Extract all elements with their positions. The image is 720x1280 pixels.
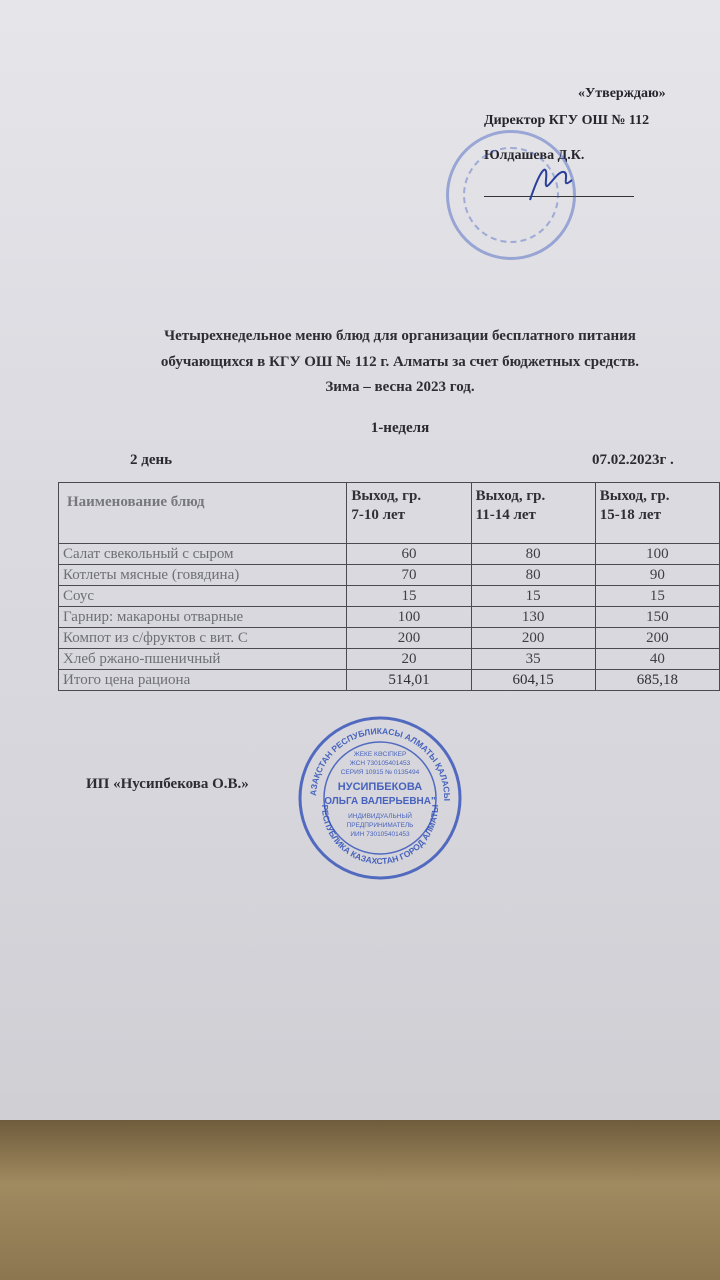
dish-name-cell: Котлеты мясные (говядина) [59,565,347,586]
date-label: 07.02.2023г . [592,452,674,468]
dish-name-cell: Хлеб ржано-пшеничный [59,649,347,670]
menu-table [58,482,720,691]
yield-7-10-cell: 20 [347,649,471,670]
dish-name-cell: Салат свекольный с сыром [59,544,347,565]
yield-15-18-cell: 15 [595,586,719,607]
svg-text:ИИН 730105401453: ИИН 730105401453 [350,831,410,838]
table-row [59,565,720,586]
dish-name-cell: Гарнир: макароны отварные [59,607,347,628]
approval-title: Директор КГУ ОШ № 112 [484,113,650,128]
table-row [59,607,720,628]
dish-name-cell: Соус [59,586,347,607]
table-row [59,628,720,649]
yield-15-18-cell: 90 [595,565,719,586]
yield-15-18-cell: 40 [595,649,719,670]
table-surface [0,1120,720,1280]
svg-text:ЖЕКЕ КӘСІПКЕР: ЖЕКЕ КӘСІПКЕР [353,751,407,758]
yield-7-10-cell: 514,01 [347,670,471,691]
yield-11-14-cell: 604,15 [471,670,595,691]
svg-text:ИНДИВИДУАЛЬНЫЙ: ИНДИВИДУАЛЬНЫЙ [348,813,412,820]
yield-15-18-cell: 100 [595,544,719,565]
heading-line-3: Зима – весна 2023 год. [325,379,475,395]
table-row [59,544,720,565]
yield-11-14-cell: 200 [471,628,595,649]
yield-7-10-cell: 60 [347,544,471,565]
yield-11-14-cell: 80 [471,565,595,586]
table-row [59,649,720,670]
svg-text:РЕСПУБЛИКА КАЗАХСТАН ГОРОД АЛМ: РЕСПУБЛИКА КАЗАХСТАН ГОРОД АЛМАТЫ [319,804,441,867]
header-yield-15-18: Выход, гр. 15-18 лет [595,483,719,544]
signatory-label: ИП «Нусипбекова О.В.» [86,776,249,792]
approval-name: Юлдашева Д.К. [484,148,585,163]
table-row [59,586,720,607]
yield-11-14-cell: 130 [471,607,595,628]
entrepreneur-stamp-icon [296,714,464,882]
svg-text:НУСИПБЕКОВА: НУСИПБЕКОВА [337,781,423,793]
header-yield-11-14: Выход, гр. 11-14 лет [471,483,595,544]
svg-text:ПРЕДПРИНИМАТЕЛЬ: ПРЕДПРИНИМАТЕЛЬ [346,822,414,829]
header-dish-name: Наименование блюд [59,483,347,544]
heading-line-2: обучающихся в КГУ ОШ № 112 г. Алматы за счет бюджетных средств. [160,354,640,370]
yield-11-14-cell: 80 [471,544,595,565]
table-header-row [59,483,720,544]
yield-15-18-cell: 150 [595,607,719,628]
svg-text:СЕРИЯ 10915 № 0135494: СЕРИЯ 10915 № 0135494 [340,769,420,776]
svg-text:ЖСН 730105401453: ЖСН 730105401453 [349,760,411,767]
day-label: 2 день [130,452,173,468]
dish-name-cell: Компот из с/фруктов с вит. С [59,628,347,649]
heading-line-1: Четырехнедельное меню блюд для организации бесплатного питания [164,328,636,344]
yield-7-10-cell: 100 [347,607,471,628]
dish-name-cell: Итого цена рациона [59,670,347,691]
yield-7-10-cell: 15 [347,586,471,607]
svg-text:ОЛЬГА ВАЛЕРЬЕВНА": ОЛЬГА ВАЛЕРЬЕВНА" [324,796,436,807]
week-label: 1-неделя [370,420,430,436]
yield-7-10-cell: 200 [347,628,471,649]
yield-11-14-cell: 15 [471,586,595,607]
header-yield-7-10: Выход, гр. 7-10 лет [347,483,471,544]
table-total-row [59,670,720,691]
approval-word: «Утверждаю» [578,86,666,101]
director-signature-icon [520,150,580,210]
yield-7-10-cell: 70 [347,565,471,586]
svg-text:ҚАЗАҚСТАН РЕСПУБЛИКАСЫ АЛМАТЫ: АЗАҚСТАН РЕСПУБЛИКАСЫ АЛМАТЫ ҚАЛАСЫ [307,725,453,802]
yield-11-14-cell: 35 [471,649,595,670]
yield-15-18-cell: 685,18 [595,670,719,691]
yield-15-18-cell: 200 [595,628,719,649]
